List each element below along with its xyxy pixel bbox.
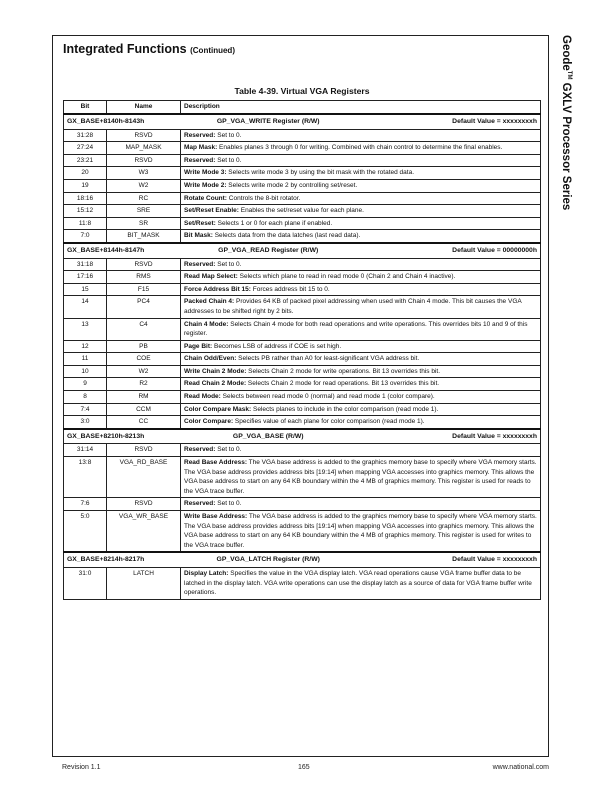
table-header-row (64, 101, 541, 115)
table-row (64, 444, 541, 457)
bit-cell: 13 (64, 318, 107, 340)
description-text: Specifies the value in the VGA display latch. VGA read operations cause VGA frame buffer data to be latched in the display latch. VGA write operations can use the display latch as a source of data for VGA frame buffer write operations. (184, 569, 532, 597)
name-cell: W2 (107, 365, 181, 378)
description-text: Set to 0. (215, 446, 242, 454)
description-cell (181, 457, 541, 498)
name-cell: MAP_MASK (107, 142, 181, 155)
description-cell (181, 296, 541, 318)
name-cell: BIT_MASK (107, 230, 181, 243)
table-row (64, 353, 541, 366)
register-default-value: Default Value = xxxxxxxxh (452, 432, 537, 440)
side-title-tm: TM (565, 70, 572, 80)
description-label: Display Latch: (184, 569, 229, 577)
description-text: Becomes LSB of address if COE is set high. (212, 342, 342, 350)
description-cell (181, 271, 541, 284)
footer-page-number: 165 (298, 764, 310, 771)
description-cell (181, 258, 541, 271)
footer-url: www.national.com (492, 764, 549, 771)
bit-cell: 23:21 (64, 154, 107, 167)
register-group-row (64, 429, 541, 444)
name-cell: W3 (107, 167, 181, 180)
description-text: Controls the 8-bit rotator. (226, 194, 301, 202)
description-cell (181, 340, 541, 353)
table-row (64, 230, 541, 243)
description-label: Page Bit: (184, 342, 213, 350)
description-cell (181, 444, 541, 457)
bit-cell: 5:0 (64, 511, 107, 553)
name-cell: VGA_RD_BASE (107, 457, 181, 498)
name-cell: W2 (107, 179, 181, 192)
table-row (64, 567, 541, 599)
name-cell: RSVD (107, 129, 181, 142)
description-cell (181, 365, 541, 378)
bit-cell: 7:0 (64, 230, 107, 243)
register-group-row (64, 552, 541, 567)
description-label: Chain Odd/Even: (184, 355, 237, 363)
description-text: Set to 0. (215, 260, 242, 268)
description-label: Write Chain 2 Mode: (184, 367, 247, 375)
register-group-cell (64, 243, 541, 258)
description-text: Selects Chain 2 mode for write operations. Bit 13 overrides this bit. (246, 367, 441, 375)
description-cell (181, 391, 541, 404)
name-cell: LATCH (107, 567, 181, 599)
description-text: Set to 0. (215, 156, 242, 164)
name-cell: RMS (107, 271, 181, 284)
description-label: Reserved: (184, 156, 216, 164)
description-text: Selects PB rather than A0 for least-significant VGA address bit. (236, 355, 420, 363)
register-name: GP_VGA_READ Register (R/W) (218, 246, 319, 254)
bit-cell: 8 (64, 391, 107, 404)
description-text: Selects Chain 2 mode for read operations. Bit 13 overrides this bit. (246, 380, 440, 388)
description-cell (181, 353, 541, 366)
bit-cell: 13:8 (64, 457, 107, 498)
description-cell (181, 217, 541, 230)
description-cell (181, 142, 541, 155)
description-text: Selects planes to include in the color comparison (read mode 1). (251, 405, 439, 413)
table-row (64, 154, 541, 167)
bit-cell: 15:12 (64, 205, 107, 218)
description-label: Read Mode: (184, 393, 221, 401)
name-cell: COE (107, 353, 181, 366)
description-label: Set/Reset: (184, 219, 216, 227)
footer-revision: Revision 1.1 (62, 764, 101, 771)
description-cell (181, 179, 541, 192)
bit-cell: 31:18 (64, 258, 107, 271)
name-cell: VGA_WR_BASE (107, 511, 181, 553)
description-text: Provides 64 KB of packed pixel addressing when used with Chain 4 mode. This bit causes the VGA addresses to be shifted right by 2 bits. (184, 298, 522, 315)
register-group-cell (64, 552, 541, 567)
description-label: Set/Reset Enable: (184, 207, 239, 215)
description-label: Map Mask: (184, 144, 218, 152)
description-label: Read Chain 2 Mode: (184, 380, 247, 388)
name-cell: RSVD (107, 498, 181, 511)
table-row (64, 179, 541, 192)
bit-cell: 14 (64, 296, 107, 318)
description-label: Write Mode 3: (184, 169, 227, 177)
section-title-text: Integrated Functions (63, 42, 187, 56)
description-text: Selects which plane to read in read mode 0 (Chain 2 and Chain 4 inactive). (237, 273, 456, 281)
name-cell: SRE (107, 205, 181, 218)
table-row (64, 258, 541, 271)
table-row (64, 192, 541, 205)
description-text: Selects 1 or 0 for each plane if enabled. (215, 219, 333, 227)
bit-cell: 7:6 (64, 498, 107, 511)
description-cell (181, 416, 541, 429)
description-cell (181, 230, 541, 243)
description-text: Enables the set/reset value for each plane. (238, 207, 364, 215)
register-address: GX_BASE+8140h-8143h (67, 118, 145, 125)
side-title-rest: GXLV Processor Series (560, 82, 572, 211)
register-group-row (64, 114, 541, 129)
table-row (64, 416, 541, 429)
description-text: Set to 0. (215, 131, 242, 139)
bit-cell: 31:0 (64, 567, 107, 599)
bit-cell: 18:16 (64, 192, 107, 205)
table-row (64, 167, 541, 180)
table-row (64, 205, 541, 218)
name-cell: PC4 (107, 296, 181, 318)
description-label: Reserved: (184, 500, 216, 508)
description-text: Selects data from the data latches (last read data). (212, 232, 361, 240)
register-default-value: Default Value = 00000000h (452, 246, 537, 254)
description-label: Color Compare Mask: (184, 405, 252, 413)
description-label: Read Map Select: (184, 273, 238, 281)
table-row (64, 283, 541, 296)
register-group-cell (64, 114, 541, 129)
description-label: Rotate Count: (184, 194, 227, 202)
table-row (64, 129, 541, 142)
description-cell (181, 511, 541, 553)
bit-cell: 17:16 (64, 271, 107, 284)
bit-cell: 31:14 (64, 444, 107, 457)
side-title-brand: Geode (560, 35, 572, 71)
description-cell (181, 154, 541, 167)
side-title (560, 35, 572, 210)
description-cell (181, 567, 541, 599)
table-row (64, 340, 541, 353)
register-address: GX_BASE+8144h-8147h (67, 246, 145, 254)
description-cell (181, 205, 541, 218)
name-cell: C4 (107, 318, 181, 340)
table-row (64, 378, 541, 391)
register-group-row (64, 243, 541, 258)
column-header-bit: Bit (64, 101, 107, 115)
name-cell: RSVD (107, 154, 181, 167)
section-title-suffix: (Continued) (190, 46, 235, 55)
description-text: Forces address bit 15 to 0. (250, 285, 330, 293)
description-text: Selects Chain 4 mode for both read operations and write operations. This overrides bits 10 and 9 of this register. (184, 320, 528, 338)
table-row (64, 498, 541, 511)
register-default-value: Default Value = xxxxxxxxh (452, 556, 537, 564)
bit-cell: 10 (64, 365, 107, 378)
register-address: GX_BASE+8214h-8217h (67, 556, 145, 564)
name-cell: CCM (107, 403, 181, 416)
name-cell: RSVD (107, 258, 181, 271)
bit-cell: 11:8 (64, 217, 107, 230)
register-table (63, 100, 541, 600)
description-text: Enables planes 3 through 0 for writing. Combined with chain control to determine the final enables. (217, 144, 503, 152)
name-cell: RC (107, 192, 181, 205)
bit-cell: 12 (64, 340, 107, 353)
description-text: Set to 0. (215, 500, 242, 508)
register-address: GX_BASE+8210h-8213h (67, 432, 145, 440)
table-row (64, 318, 541, 340)
table-row (64, 391, 541, 404)
register-default-value: Default Value = xxxxxxxxh (452, 118, 537, 125)
name-cell: RM (107, 391, 181, 404)
description-text: The VGA base address is added to the graphics memory base to specify where VGA memory starts. The VGA base address provides address bits [19:14] when mapping VGA accesses into graphics memory. This allows the VGA base address to start on any 64 KB boundary within the 4 MB of graphics memory. This register is used for writes to the VGA trace buffer. (184, 513, 537, 549)
description-label: Packed Chain 4: (184, 298, 235, 306)
description-text: Specifies value of each plane for color comparison (read mode 1). (233, 418, 425, 426)
description-label: Reserved: (184, 131, 216, 139)
description-label: Write Base Address: (184, 513, 248, 520)
description-label: Color Compare: (184, 418, 234, 426)
description-text: The VGA base address is added to the graphics memory base to specify where VGA memory starts. The VGA base address provides address bits [19:14] when mapping VGA accesses into graphics memory. This allows the VGA base address to start on any 64 KB boundary within the 4 MB of graphics memory. This register is used for reads to the VGA trace buffer. (184, 459, 537, 495)
table-row (64, 403, 541, 416)
description-text: Selects write mode 2 by controlling set/reset. (226, 181, 358, 189)
table-caption: Table 4-39. Virtual VGA Registers (234, 86, 370, 96)
table-row (64, 142, 541, 155)
bit-cell: 19 (64, 179, 107, 192)
name-cell: SR (107, 217, 181, 230)
column-header-description: Description (181, 101, 541, 115)
register-group-cell (64, 429, 541, 444)
description-label: Force Address Bit 15: (184, 285, 251, 293)
bit-cell: 27:24 (64, 142, 107, 155)
description-cell (181, 318, 541, 340)
description-label: Write Mode 2: (184, 181, 227, 189)
description-cell (181, 498, 541, 511)
name-cell: PB (107, 340, 181, 353)
column-header-name: Name (107, 101, 181, 115)
bit-cell: 9 (64, 378, 107, 391)
table-row (64, 217, 541, 230)
table-row (64, 511, 541, 553)
table-row (64, 365, 541, 378)
name-cell: F15 (107, 283, 181, 296)
description-text: Selects between read mode 0 (normal) and read mode 1 (color compare). (220, 393, 435, 401)
name-cell: R2 (107, 378, 181, 391)
bit-cell: 31:28 (64, 129, 107, 142)
description-label: Reserved: (184, 260, 216, 268)
bit-cell: 11 (64, 353, 107, 366)
table-row (64, 457, 541, 498)
bit-cell: 20 (64, 167, 107, 180)
table-row (64, 296, 541, 318)
bit-cell: 15 (64, 283, 107, 296)
bit-cell: 3:0 (64, 416, 107, 429)
name-cell: CC (107, 416, 181, 429)
description-cell (181, 403, 541, 416)
description-cell (181, 167, 541, 180)
register-name: GP_VGA_LATCH Register (R/W) (216, 556, 320, 564)
description-label: Bit Mask: (184, 232, 213, 240)
name-cell: RSVD (107, 444, 181, 457)
register-name: GP_VGA_BASE (R/W) (232, 432, 304, 440)
description-cell (181, 283, 541, 296)
description-cell (181, 378, 541, 391)
register-name: GP_VGA_WRITE Register (R/W) (216, 118, 320, 125)
description-cell (181, 192, 541, 205)
table-row (64, 271, 541, 284)
description-label: Read Base Address: (184, 459, 247, 467)
bit-cell: 7:4 (64, 403, 107, 416)
description-label: Chain 4 Mode: (184, 320, 229, 328)
description-cell (181, 129, 541, 142)
description-label: Reserved: (184, 446, 216, 454)
section-title (63, 42, 235, 56)
description-text: Selects write mode 3 by using the bit mask with the rotated data. (226, 169, 415, 177)
